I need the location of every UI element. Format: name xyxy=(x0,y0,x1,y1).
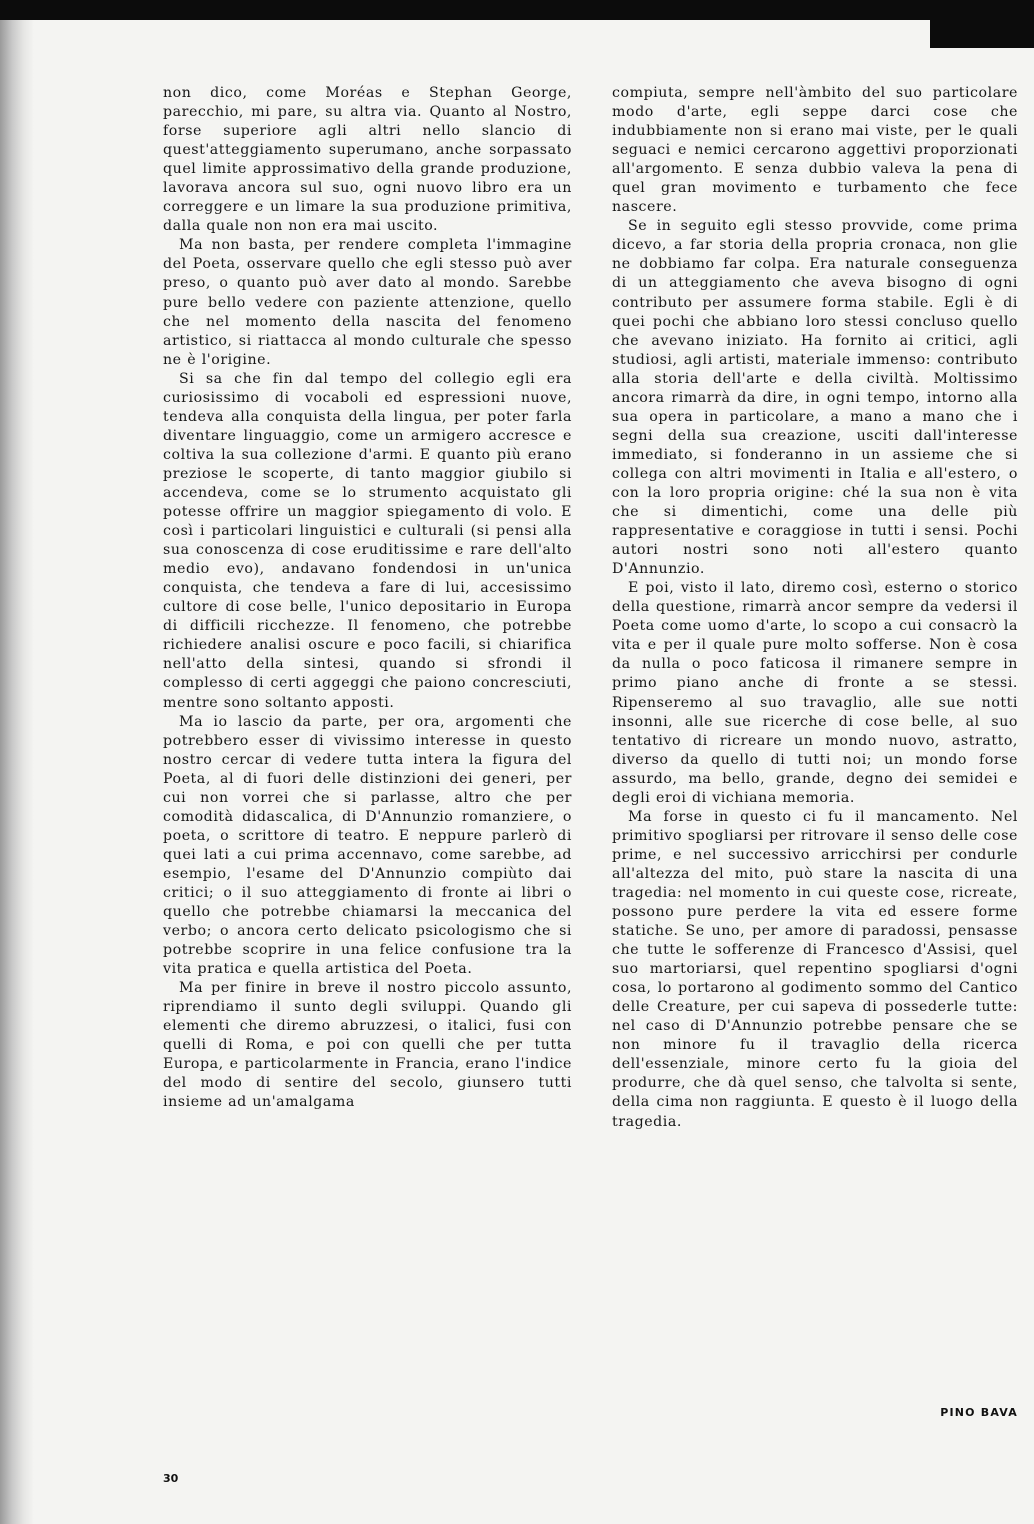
paragraph: Ma io lascio da parte, per ora, argomenti che potrebbero esser di vivissimo interesse in questo nostro cercar di vedere tutta intera la figura del Poeta, al di fuori delle distinzioni dei generi, per cui non vorrei che si parlasse, altro che per comodità didascalica, di D'Annunzio romanziere, o poeta, o scrittore di teatro. E neppure parlerò di quei lati a cui prima accennavo, come sarebbe, ad esempio, l'esame del D'Annunzio compiùto dai critici; o il suo atteggiamento di fronte ai libri o quello che potrebbe chiamarsi la meccanica del verbo; o ancora certo delicato psicologismo che si potrebbe scoprire in una felice confusione tra la vita pratica e quella artistica del Poeta. xyxy=(163,713,572,978)
article-column-left xyxy=(163,84,572,1113)
page-number: 30 xyxy=(163,1472,179,1485)
paragraph: Ma non basta, per rendere completa l'immagine del Poeta, osservare quello che egli stesso può aver preso, o quanto può aver dato al mondo. Sarebbe pure bello vedere con paziente attenzione, quello che nel momento della nascita del fenomeno artistico, si riattacca al mondo culturale che spesso ne è l'origine. xyxy=(163,237,572,368)
article-column-right xyxy=(612,84,1018,1132)
paragraph: Ma per finire in breve il nostro piccolo assunto, riprendiamo il sunto degli sviluppi. Quando gli elementi che diremo abruzzesi, o italici, fusi con quelli di Roma, e poi con quelli che per tutta Europa, e particolarmente in Francia, erano l'indice del modo di sentire del secolo, giunsero tutti insieme ad un'amalgama xyxy=(163,980,572,1111)
top-right-black-tab xyxy=(930,20,1034,48)
paragraph: non dico, come Moréas e Stephan George, parecchio, mi pare, su altra via. Quanto al Nostro, forse superiore agli altri nello slancio di quest'atteggiamento superumano, anche sorpassato quel limite approssimativo della grande produzione, lavorava ancora sul suo, ogni nuovo libro era un correggere e un limare la sua produzione primitiva, dalla quale non non era mai uscito. xyxy=(163,85,572,235)
paragraph: compiuta, sempre nell'àmbito del suo particolare modo d'arte, egli seppe darci cose che indubbiamente non si erano mai viste, per le quali seguaci e nemici cercarono aggettivi proporzionati all'argomento. E senza dubbio valeva la pena di quel gran movimento e turbamento che fece nascere. xyxy=(612,85,1018,216)
paragraph: Se in seguito egli stesso provvide, come prima dicevo, a far storia della propria cronaca, non glie ne dobbiamo far colpa. Era naturale conseguenza di un atteggiamento che aveva bisogno di ogni contributo per assumere forma stabile. Egli è di quei pochi che abbiano loro stessi concluso quello che avevano iniziato. Ha fornito ai critici, agli studiosi, agli artisti, materiale immenso: contributo alla storia dell'arte e della civiltà. Moltissimo ancora rimarrà da dire, in ogni tempo, intorno alla sua opera in particolare, a mano a mano che i segni della sua creazione, usciti dall'interesse immediato, si fonderanno in un assieme che si collega con altri movimenti in Italia e all'estero, o con la loro propria origine: ché la sua non è vita che si dimentichi, come una delle più rappresentative e coraggiose in tutti i sensi. Pochi autori nostri sono noti all'estero quanto D'Annunzio. xyxy=(612,218,1018,578)
paragraph: Ma forse in questo ci fu il mancamento. Nel primitivo spogliarsi per ritrovare il senso delle cose prime, e nel successivo arricchirsi per condurle all'altezza del mito, può stare la nascita di una tragedia: nel momento in cui queste cose, ricreate, possono pure perdere la vita ed essere forme statiche. Se uno, per amore di paradossi, pensasse che tutte le sofferenze di Francesco d'Assisi, quel suo martoriarsi, quel repentino spogliarsi d'ogni cosa, lo portarono al godimento sommo del Cantico delle Creature, per cui sapeva di possederle tutte: nel caso di D'Annunzio potrebbe pensare che se non minore fu il travaglio della ricerca dell'essenziale, minore certo fu la gioia del produrre, che dà quel senso, che talvolta si sente, della cima non raggiunta. E questo è il luogo della tragedia. xyxy=(612,808,1018,1130)
paragraph: Si sa che fin dal tempo del collegio egli era curiosissimo di vocaboli ed espressioni nuove, tendeva alla conquista della lingua, per poter farla diventare linguaggio, come un armigero accresce e coltiva la sua collezione d'armi. E quanto più erano preziose le scoperte, di tanto maggior giubilo si accendeva, come se lo strumento acquistato gli potesse offrire un maggior spiegamento di volo. E così i particolari linguistici e culturali (si pensi alla sua conoscenza di cose eruditissime e rare dell'alto medio evo), andavano fondendosi in un'unica conquista, che tendeva a fare di lui, accesissimo cultore di cose belle, l'unico depositario in Europa di difficili ricchezze. Il fenomeno, che potrebbe richiedere analisi oscure e poco facili, si chiarifica nell'atto della sintesi, quando si sfrondi il complesso di certi aggeggi che paiono concresciuti, mentre sono soltanto apposti. xyxy=(163,370,572,711)
paragraph: E poi, visto il lato, diremo così, esterno o storico della questione, rimarrà ancor sempre da vedersi il Poeta come uomo d'arte, lo scopo a cui consacrò la vita e per il quale pure molto sofferse. Non è cosa da nulla o poco faticosa il rimanere sempre in primo piano anche di fronte a se stessi. Ripenseremo al suo travaglio, alle sue notti insonni, alle sue ricerche di cose belle, al suo tentativo di ricreare un mondo nuovo, astratto, diverso da quello di tutti noi; un mondo forse assurdo, ma bello, grande, degno dei semidei e degli eroi di vichiana memoria. xyxy=(612,580,1018,806)
page-binding-shadow xyxy=(0,20,34,1524)
top-black-border xyxy=(0,0,1034,20)
author-signature: PINO BAVA xyxy=(940,1406,1018,1419)
